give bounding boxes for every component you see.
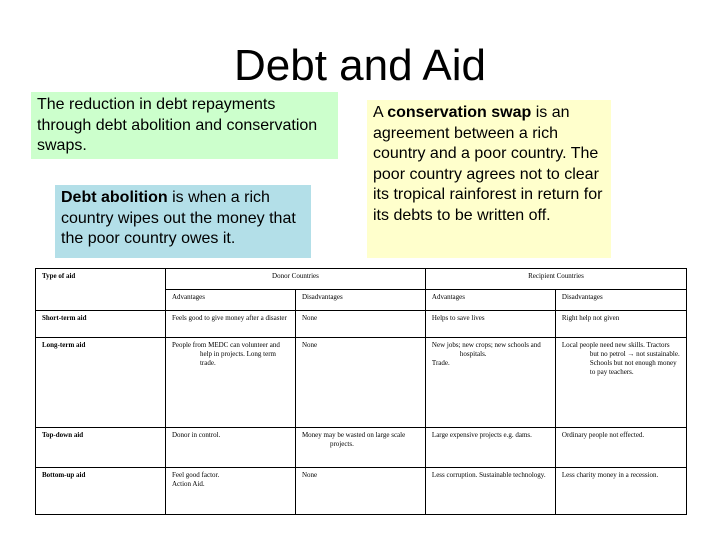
recipient-countries-header: Recipient Countries [425, 269, 686, 290]
cell-text: Local people need new skills. Tractors but no petrol → not sustainable. Schools but not enough money to pay teachers. [561, 341, 680, 376]
cell-text: Large expensive projects e.g. dams. [431, 431, 532, 439]
aid-type-cell: Short-term aid [36, 311, 166, 338]
debt-repayment-note: The reduction in debt repayments through debt abolition and conservation swaps. [31, 92, 338, 159]
type-of-aid-header: Type of aid [36, 269, 166, 311]
recipient-disadvantages-header: Disadvantages [555, 290, 686, 311]
donor-disadvantages-cell [295, 428, 425, 468]
cell-text: New jobs; new crops; new schools and hospitals. [431, 341, 541, 358]
recipient-disadvantages-cell [555, 468, 686, 515]
slide-title: Debt and Aid [234, 41, 486, 90]
conservation-swap-text: is an agreement between a rich country and a poor country. The poor country agrees not to clear its tropical rainforest in return for its debts to be written off. [373, 104, 603, 224]
cell-text: None [301, 471, 318, 479]
conservation-swap-definition [367, 100, 611, 258]
donor-disadvantages-cell [295, 338, 425, 428]
cell-text: Feels good to give money after a disaster [171, 314, 287, 322]
table-row [36, 311, 687, 338]
donor-advantages-cell [165, 311, 295, 338]
recipient-disadvantages-cell [555, 311, 686, 338]
cell-text: Less corruption. Sustainable technology. [431, 471, 546, 479]
aid-type-cell: Long-term aid [36, 338, 166, 428]
cell-text: Donor in control. [171, 431, 221, 439]
recipient-advantages-header: Advantages [425, 290, 555, 311]
donor-advantages-cell [165, 468, 295, 515]
cell-text: Helps to save lives [431, 314, 485, 322]
table-header-row [36, 269, 687, 290]
cell-text: People from MEDC can volunteer and help in projects. Long term trade. [171, 341, 280, 367]
debt-abolition-term: Debt abolition [61, 189, 168, 206]
table-row [36, 428, 687, 468]
cell-text: Less charity money in a recession. [561, 471, 659, 479]
table-row [36, 338, 687, 428]
recipient-advantages-cell [425, 468, 555, 515]
aid-comparison-table [35, 268, 687, 515]
recipient-advantages-cell [425, 428, 555, 468]
aid-rows [36, 311, 687, 515]
cell-text: Action Aid. [171, 480, 205, 488]
donor-countries-header: Donor Countries [165, 269, 425, 290]
conservation-swap-term: conservation swap [387, 104, 532, 121]
donor-advantages-cell [165, 338, 295, 428]
cell-text: None [301, 341, 318, 349]
cell-text: Money may be wasted on large scale projects. [301, 431, 406, 448]
debt-abolition-text: is when a rich country wipes out the money that the poor country owes it. [61, 189, 296, 247]
cell-text: Feel good factor. [171, 471, 220, 479]
donor-advantages-header: Advantages [165, 290, 295, 311]
aid-type-cell: Top-down aid [36, 428, 166, 468]
recipient-disadvantages-cell [555, 428, 686, 468]
donor-disadvantages-header: Disadvantages [295, 290, 425, 311]
donor-disadvantages-cell [295, 468, 425, 515]
conservation-swap-prefix: A [373, 104, 388, 121]
cell-text: Trade. [431, 359, 450, 367]
recipient-advantages-cell [425, 338, 555, 428]
recipient-advantages-cell [425, 311, 555, 338]
cell-text: Ordinary people not effected. [561, 431, 645, 439]
debt-abolition-definition [55, 185, 311, 258]
cell-text: None [301, 314, 318, 322]
aid-type-cell: Bottom-up aid [36, 468, 166, 515]
recipient-disadvantages-cell [555, 338, 686, 428]
donor-disadvantages-cell [295, 311, 425, 338]
cell-text: Right help not given [561, 314, 620, 322]
donor-advantages-cell [165, 428, 295, 468]
table-row [36, 468, 687, 515]
